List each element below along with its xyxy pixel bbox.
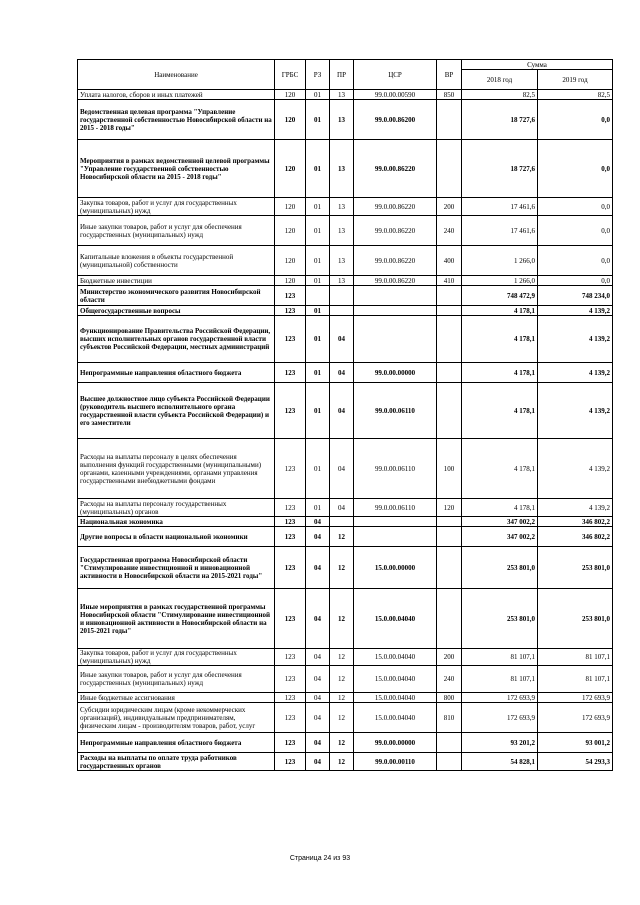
- cell-csr: 99.0.00.86220: [354, 246, 437, 276]
- header-grbs: ГРБС: [275, 60, 306, 90]
- table-row: [78, 753, 613, 771]
- cell-grbs: 120: [275, 140, 306, 198]
- cell-name: Непрограммные направления областного бюджета: [78, 363, 275, 383]
- cell-name: Функционирование Правительства Российской Федерации, высших исполнительных органов государственной власти субъектов Российской Федерации, местных администраций: [78, 316, 275, 363]
- cell-vr: [437, 753, 462, 771]
- cell-vr: [437, 733, 462, 753]
- table-row: [78, 649, 613, 666]
- cell-csr: [354, 316, 437, 363]
- cell-rz: 01: [306, 306, 330, 316]
- table-row: [78, 517, 613, 527]
- cell-sum-2018: 172 693,9: [462, 693, 538, 703]
- cell-csr: 15.0.00.04040: [354, 693, 437, 703]
- cell-name: Национальная экономика: [78, 517, 275, 527]
- cell-name: Министерство экономического развития Новосибирской области: [78, 286, 275, 306]
- cell-vr: [437, 547, 462, 589]
- cell-sum-2019: 4 139,2: [538, 306, 613, 316]
- cell-sum-2019: 82,5: [538, 90, 613, 100]
- cell-rz: 01: [306, 100, 330, 140]
- cell-csr: 15.0.00.04040: [354, 666, 437, 693]
- cell-sum-2019: 0,0: [538, 100, 613, 140]
- cell-sum-2019: 0,0: [538, 140, 613, 198]
- table-row: [78, 383, 613, 439]
- cell-grbs: 123: [275, 306, 306, 316]
- cell-pr: 12: [330, 693, 354, 703]
- cell-rz: 01: [306, 90, 330, 100]
- cell-vr: [437, 589, 462, 649]
- cell-sum-2018: 93 201,2: [462, 733, 538, 753]
- table-row: [78, 90, 613, 100]
- cell-grbs: 123: [275, 703, 306, 733]
- cell-vr: 800: [437, 693, 462, 703]
- cell-rz: 04: [306, 693, 330, 703]
- header-csr: ЦСР: [354, 60, 437, 90]
- cell-sum-2018: 172 693,9: [462, 703, 538, 733]
- cell-pr: [330, 286, 354, 306]
- cell-grbs: 123: [275, 499, 306, 517]
- cell-name: Закупка товаров, работ и услуг для государственных (муниципальных) нужд: [78, 198, 275, 216]
- cell-pr: 12: [330, 589, 354, 649]
- cell-rz: 04: [306, 589, 330, 649]
- cell-vr: [437, 100, 462, 140]
- table-row: [78, 246, 613, 276]
- cell-rz: 01: [306, 439, 330, 499]
- header-rz: РЗ: [306, 60, 330, 90]
- table-row: [78, 703, 613, 733]
- cell-sum-2019: 748 234,0: [538, 286, 613, 306]
- cell-grbs: 123: [275, 363, 306, 383]
- cell-name: Уплата налогов, сборов и иных платежей: [78, 90, 275, 100]
- cell-csr: 15.0.00.00000: [354, 547, 437, 589]
- cell-sum-2018: 253 801,0: [462, 547, 538, 589]
- cell-grbs: 123: [275, 649, 306, 666]
- cell-name: Капитальные вложения в объекты государственной (муниципальной) собственности: [78, 246, 275, 276]
- cell-rz: 04: [306, 703, 330, 733]
- cell-csr: 99.0.00.00000: [354, 733, 437, 753]
- cell-vr: 850: [437, 90, 462, 100]
- cell-pr: 12: [330, 527, 354, 547]
- cell-grbs: 123: [275, 666, 306, 693]
- cell-csr: 99.0.00.86220: [354, 198, 437, 216]
- cell-sum-2019: 93 001,2: [538, 733, 613, 753]
- cell-grbs: 120: [275, 246, 306, 276]
- cell-name: Общегосударственные вопросы: [78, 306, 275, 316]
- cell-pr: 04: [330, 499, 354, 517]
- table-row: [78, 439, 613, 499]
- cell-sum-2018: 253 801,0: [462, 589, 538, 649]
- budget-table: [77, 59, 613, 771]
- table-row: [78, 499, 613, 517]
- cell-sum-2018: 347 002,2: [462, 517, 538, 527]
- cell-sum-2018: 1 266,0: [462, 246, 538, 276]
- cell-csr: [354, 517, 437, 527]
- cell-rz: 01: [306, 276, 330, 286]
- header-year-2019: 2019 год: [538, 70, 613, 90]
- cell-pr: 04: [330, 363, 354, 383]
- cell-sum-2018: 81 107,1: [462, 649, 538, 666]
- cell-pr: 13: [330, 140, 354, 198]
- cell-rz: 04: [306, 527, 330, 547]
- cell-rz: 04: [306, 547, 330, 589]
- table-row: [78, 666, 613, 693]
- table-row: [78, 527, 613, 547]
- cell-sum-2019: 0,0: [538, 198, 613, 216]
- cell-rz: 04: [306, 517, 330, 527]
- cell-csr: 15.0.00.04040: [354, 649, 437, 666]
- cell-sum-2018: 4 178,1: [462, 499, 538, 517]
- cell-grbs: 120: [275, 90, 306, 100]
- cell-sum-2018: 4 178,1: [462, 363, 538, 383]
- cell-name: Субсидии юридическим лицам (кроме некоммерческих организаций), индивидуальным предпринимателям, физическим лицам - производителям товаров, работ, услуг: [78, 703, 275, 733]
- cell-sum-2018: 4 178,1: [462, 383, 538, 439]
- cell-rz: 01: [306, 316, 330, 363]
- cell-sum-2019: 4 139,2: [538, 383, 613, 439]
- cell-rz: 04: [306, 753, 330, 771]
- cell-sum-2018: 4 178,1: [462, 316, 538, 363]
- table-row: [78, 216, 613, 246]
- cell-rz: 01: [306, 198, 330, 216]
- cell-grbs: 120: [275, 216, 306, 246]
- cell-csr: [354, 527, 437, 547]
- cell-rz: 01: [306, 246, 330, 276]
- cell-name: Расходы на выплаты персоналу государственных (муниципальных) органов: [78, 499, 275, 517]
- cell-sum-2018: 748 472,9: [462, 286, 538, 306]
- cell-vr: [437, 363, 462, 383]
- table-row: [78, 276, 613, 286]
- cell-sum-2018: 347 002,2: [462, 527, 538, 547]
- cell-sum-2018: 4 178,1: [462, 306, 538, 316]
- cell-sum-2018: 81 107,1: [462, 666, 538, 693]
- cell-grbs: 123: [275, 286, 306, 306]
- cell-rz: 01: [306, 140, 330, 198]
- header-year-2018: 2018 год: [462, 70, 538, 90]
- cell-vr: 410: [437, 276, 462, 286]
- table-row: [78, 547, 613, 589]
- cell-grbs: 123: [275, 547, 306, 589]
- cell-csr: 15.0.00.04040: [354, 703, 437, 733]
- cell-pr: 13: [330, 90, 354, 100]
- cell-grbs: 123: [275, 693, 306, 703]
- cell-name: Ведомственная целевая программа "Управление государственной собственностью Новосибирской области на 2015 - 2018 годы": [78, 100, 275, 140]
- cell-pr: 13: [330, 198, 354, 216]
- cell-pr: 13: [330, 216, 354, 246]
- cell-vr: [437, 527, 462, 547]
- cell-csr: 99.0.00.00000: [354, 363, 437, 383]
- cell-sum-2019: 0,0: [538, 216, 613, 246]
- page-number: Страница 24 из 93: [289, 855, 351, 862]
- cell-name: Высшее должностное лицо субъекта Российской Федерации (руководитель высшего исполнительного органа государственной власти субъекта Российской Федерации) и его заместители: [78, 383, 275, 439]
- cell-sum-2019: 0,0: [538, 276, 613, 286]
- table-row: [78, 316, 613, 363]
- cell-sum-2018: 17 461,6: [462, 216, 538, 246]
- cell-grbs: 120: [275, 276, 306, 286]
- cell-pr: 12: [330, 547, 354, 589]
- cell-sum-2018: 82,5: [462, 90, 538, 100]
- table-row: [78, 198, 613, 216]
- cell-csr: 99.0.00.00110: [354, 753, 437, 771]
- cell-sum-2019: 253 801,0: [538, 547, 613, 589]
- cell-vr: 120: [437, 499, 462, 517]
- table-row: [78, 100, 613, 140]
- table-row: [78, 286, 613, 306]
- table-row: [78, 589, 613, 649]
- cell-name: Закупка товаров, работ и услуг для государственных (муниципальных) нужд: [78, 649, 275, 666]
- cell-sum-2019: 4 139,2: [538, 499, 613, 517]
- cell-grbs: 123: [275, 733, 306, 753]
- table-row: [78, 306, 613, 316]
- cell-csr: 99.0.00.06110: [354, 383, 437, 439]
- header-sum: Сумма: [462, 60, 613, 70]
- cell-sum-2019: 0,0: [538, 246, 613, 276]
- cell-sum-2019: 172 693,9: [538, 693, 613, 703]
- cell-sum-2019: 172 693,9: [538, 703, 613, 733]
- cell-csr: 15.0.00.04040: [354, 589, 437, 649]
- cell-name: Расходы на выплаты персоналу в целях обеспечения выполнения функций государственными (муниципальными) органами, казенными учреждениями, органами управления государственными внебюджетными фондами: [78, 439, 275, 499]
- cell-vr: 810: [437, 703, 462, 733]
- cell-vr: [437, 140, 462, 198]
- cell-rz: 04: [306, 666, 330, 693]
- cell-csr: 99.0.00.86220: [354, 140, 437, 198]
- cell-sum-2019: 253 801,0: [538, 589, 613, 649]
- table-row: [78, 363, 613, 383]
- cell-grbs: 123: [275, 753, 306, 771]
- cell-vr: 100: [437, 439, 462, 499]
- cell-pr: 12: [330, 649, 354, 666]
- cell-sum-2019: 81 107,1: [538, 666, 613, 693]
- cell-grbs: 120: [275, 198, 306, 216]
- cell-name: Иные закупки товаров, работ и услуг для обеспечения государственных (муниципальных) нужд: [78, 216, 275, 246]
- table-body: [78, 90, 613, 771]
- cell-name: Иные бюджетные ассигнования: [78, 693, 275, 703]
- cell-pr: [330, 306, 354, 316]
- cell-pr: 04: [330, 316, 354, 363]
- cell-sum-2019: 81 107,1: [538, 649, 613, 666]
- header-pr: ПР: [330, 60, 354, 90]
- table-row: [78, 693, 613, 703]
- cell-pr: 12: [330, 733, 354, 753]
- cell-name: Государственная программа Новосибирской области "Стимулирование инвестиционной и инновационной активности в Новосибирской области на 2015-2021 годы": [78, 547, 275, 589]
- cell-vr: 200: [437, 649, 462, 666]
- cell-pr: 12: [330, 666, 354, 693]
- cell-pr: 12: [330, 753, 354, 771]
- cell-csr: 99.0.00.00590: [354, 90, 437, 100]
- cell-rz: 01: [306, 216, 330, 246]
- cell-pr: 13: [330, 100, 354, 140]
- cell-grbs: 123: [275, 589, 306, 649]
- cell-vr: 400: [437, 246, 462, 276]
- cell-grbs: 123: [275, 517, 306, 527]
- cell-pr: 13: [330, 246, 354, 276]
- cell-sum-2018: 18 727,6: [462, 140, 538, 198]
- cell-name: Другие вопросы в области национальной экономики: [78, 527, 275, 547]
- cell-vr: 240: [437, 216, 462, 246]
- table-row: [78, 140, 613, 198]
- cell-sum-2019: 4 139,2: [538, 316, 613, 363]
- cell-sum-2019: 4 139,2: [538, 439, 613, 499]
- table-row: [78, 733, 613, 753]
- cell-csr: 99.0.00.86220: [354, 276, 437, 286]
- cell-vr: [437, 316, 462, 363]
- cell-vr: [437, 517, 462, 527]
- cell-name: Иные мероприятия в рамках государственной программы Новосибирской области "Стимулирование инвестиционной и инновационной активности в Новосибирской области на 2015-2021 годы": [78, 589, 275, 649]
- cell-grbs: 123: [275, 316, 306, 363]
- cell-grbs: 123: [275, 383, 306, 439]
- cell-pr: 04: [330, 383, 354, 439]
- cell-sum-2018: 54 828,1: [462, 753, 538, 771]
- cell-name: Мероприятия в рамках ведомственной целевой программы "Управление государственной собственностью Новосибирской области на 2015 - 2018 годы": [78, 140, 275, 198]
- cell-csr: 99.0.00.86200: [354, 100, 437, 140]
- cell-name: Бюджетные инвестиции: [78, 276, 275, 286]
- cell-sum-2019: 346 802,2: [538, 527, 613, 547]
- cell-grbs: 123: [275, 527, 306, 547]
- cell-name: Непрограммные направления областного бюджета: [78, 733, 275, 753]
- cell-sum-2019: 54 293,3: [538, 753, 613, 771]
- cell-rz: 04: [306, 649, 330, 666]
- cell-csr: [354, 286, 437, 306]
- cell-grbs: 123: [275, 439, 306, 499]
- cell-sum-2018: 1 266,0: [462, 276, 538, 286]
- header-name: Наименование: [78, 60, 275, 90]
- cell-sum-2018: 4 178,1: [462, 439, 538, 499]
- cell-sum-2019: 4 139,2: [538, 363, 613, 383]
- cell-vr: [437, 306, 462, 316]
- cell-pr: 12: [330, 703, 354, 733]
- cell-vr: [437, 286, 462, 306]
- cell-vr: 240: [437, 666, 462, 693]
- cell-csr: [354, 306, 437, 316]
- cell-pr: [330, 517, 354, 527]
- table-header: [78, 60, 613, 90]
- cell-rz: 04: [306, 733, 330, 753]
- cell-name: Расходы на выплаты по оплате труда работников государственных органов: [78, 753, 275, 771]
- cell-pr: 13: [330, 276, 354, 286]
- cell-vr: [437, 383, 462, 439]
- cell-rz: 01: [306, 363, 330, 383]
- cell-rz: 01: [306, 499, 330, 517]
- cell-rz: 01: [306, 383, 330, 439]
- cell-csr: 99.0.00.06110: [354, 499, 437, 517]
- cell-sum-2018: 18 727,6: [462, 100, 538, 140]
- header-vr: ВР: [437, 60, 462, 90]
- cell-vr: 200: [437, 198, 462, 216]
- cell-sum-2018: 17 461,6: [462, 198, 538, 216]
- cell-pr: 04: [330, 439, 354, 499]
- cell-rz: [306, 286, 330, 306]
- cell-csr: 99.0.00.06110: [354, 439, 437, 499]
- cell-grbs: 120: [275, 100, 306, 140]
- cell-sum-2019: 346 802,2: [538, 517, 613, 527]
- cell-name: Иные закупки товаров, работ и услуг для обеспечения государственных (муниципальных) нужд: [78, 666, 275, 693]
- cell-csr: 99.0.00.86220: [354, 216, 437, 246]
